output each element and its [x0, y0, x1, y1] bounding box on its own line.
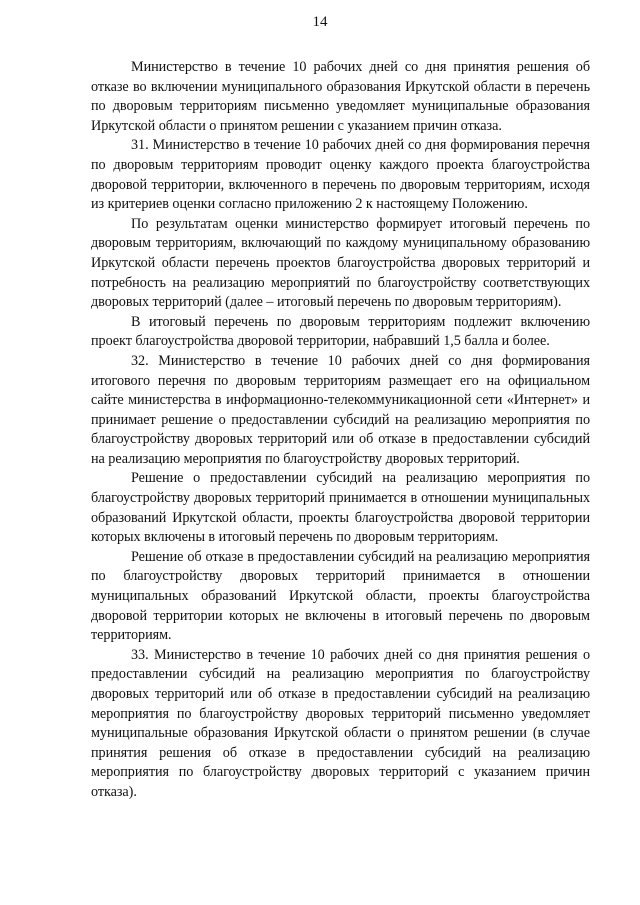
- paragraph-31: 31. Министерство в течение 10 рабочих дней со дня формирования перечня по дворовым территориям проводит оценку каждого проекта благоустройства дворовой территории, включенного в перечень по дворовым территориям, исходя из критериев оценки согласно приложению 2 к настоящему Положению.: [91, 137, 590, 213]
- paragraph-grant-decision: Решение о предоставлении субсидий на реализацию мероприятия по благоустройству дворовых территорий принимается в отношении муниципальных образований Иркутской области, проекты благоустройства дворовой территории которых включены в итоговый перечень по дворовым территориям.: [91, 470, 590, 546]
- paragraph-refusal-notice: Министерство в течение 10 рабочих дней со дня принятия решения об отказе во включении муниципального образования Иркутской области в перечень по дворовым территориям письменно уведомляет муниципальные образования Иркутской области о принятом решении с указанием причин отказа.: [91, 59, 590, 134]
- paragraph-33: 33. Министерство в течение 10 рабочих дней со дня принятия решения о предоставлении субсидий на реализацию мероприятия по благоустройству дворовых территорий или об отказе в предоставлении субсидий на реализацию мероприятия по благоустройству дворовых территорий письменно уведомляет муниципальные образования Иркутской области о принятом решении (в случае принятия решения об отказе в предоставлении субсидий на реализацию мероприятия по благоустройству дворовых территорий с указанием причин отказа).: [91, 646, 590, 800]
- paragraph-refusal-decision: Решение об отказе в предоставлении субсидий на реализацию мероприятия по благоустройству дворовых территорий принимается в отношении муниципальных образований Иркутской области, проекты благоустройства дворовой территории которых не включены в итоговый перечень по дворовым территориям.: [91, 548, 590, 644]
- paragraph-32: 32. Министерство в течение 10 рабочих дней со дня формирования итогового перечня по дворовым территориям размещает его на официальном сайте министерства в информационно-телекоммуникационной сети «Интернет» и принимает решение о предоставлении субсидий на реализацию мероприятия по благоустройству дворовых территорий или об отказе в предоставлении субсидий на реализацию мероприятия по благоустройству дворовых территорий.: [91, 352, 590, 467]
- paragraph-inclusion-threshold: В итоговый перечень по дворовым территориям подлежит включению проект благоустройства дворовой территории, набравший 1,5 балла и более.: [91, 313, 590, 350]
- document-body: [91, 58, 590, 803]
- page-number: 14: [312, 14, 328, 30]
- paragraph-final-list: По результатам оценки министерство формирует итоговый перечень по дворовым территориям, включающий по каждому муниципальному образованию Иркутской области перечень проектов благоустройства дворовых территорий и потребность на реализацию мероприятий по благоустройству соответствующих дворовых территорий (далее – итоговый перечень по дворовым территориям).: [91, 215, 590, 311]
